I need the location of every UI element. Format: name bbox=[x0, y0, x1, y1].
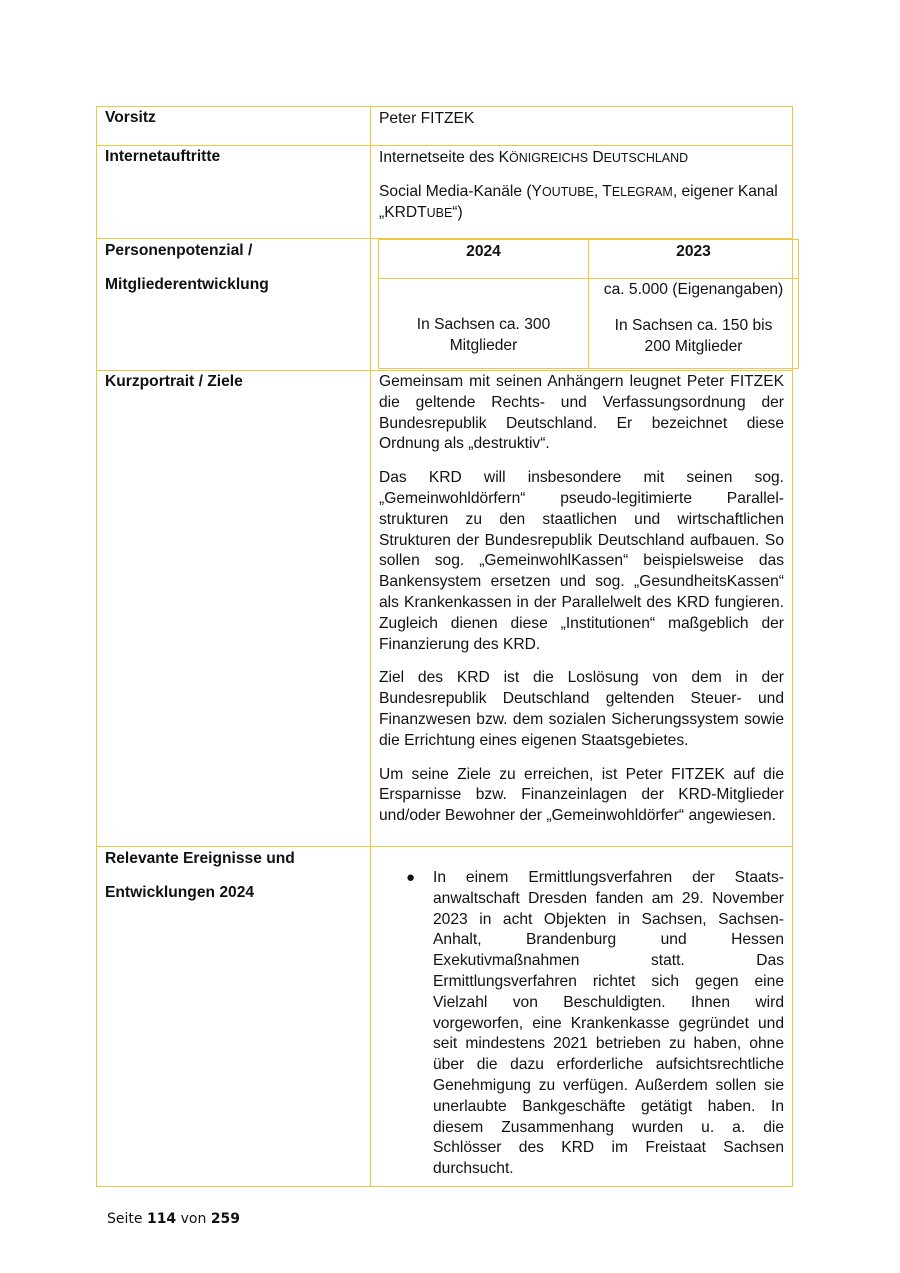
website-line: Internetseite des KÖNIGREICHS DEUTSCHLAND bbox=[379, 149, 689, 166]
social-media-line: Social Media-Kanäle (YOUTUBE, TELEGRAM, eigener Kanal „KRDTUBE“) bbox=[379, 182, 778, 221]
row-label bbox=[97, 107, 371, 146]
kurzportrait-paragraph: Um seine Ziele zu erreichen, ist Peter FITZEK auf die Ersparnisse bzw. Finanzeinlagen der KRD-Mitglieder und/oder Bewohner der „Gemeinwohldörfer“ angewiesen. bbox=[379, 765, 784, 825]
members-2024-cell bbox=[379, 279, 589, 369]
table-row-internet bbox=[97, 146, 793, 239]
personen-label-line2: Mitgliederentwicklung bbox=[105, 275, 269, 293]
info-table bbox=[96, 106, 793, 1187]
kurzportrait-paragraph: Gemeinsam mit seinen Anhängern leugnet Peter FITZEK die geltende Rechts- und Verfassungsordnung der Bundesrepublik Deutschland. Er bezeichnet diese Ordnung als „destruktiv“. bbox=[379, 373, 784, 453]
footer-middle: von bbox=[176, 1211, 211, 1227]
personen-label-line1: Personenpotenzial / bbox=[105, 242, 253, 259]
members-value-row bbox=[379, 279, 799, 369]
row-content bbox=[371, 107, 793, 146]
members-2023-total: ca. 5.000 (Eigenangaben) bbox=[603, 281, 784, 298]
year-2023-header: 2023 bbox=[589, 240, 799, 279]
row-content bbox=[371, 146, 793, 239]
members-table bbox=[378, 239, 799, 369]
table-row-vorsitz bbox=[97, 107, 793, 146]
row-content bbox=[371, 239, 793, 371]
row-label bbox=[97, 239, 371, 371]
bullet-icon: ● bbox=[406, 869, 416, 886]
row-content bbox=[371, 371, 793, 847]
table-row-personen bbox=[97, 239, 793, 371]
internet-label: Internetauftritte bbox=[105, 148, 221, 165]
table-row-kurzportrait bbox=[97, 371, 793, 847]
kurzportrait-paragraph: Das KRD will insbesondere mit seinen sog. „Gemeinwohldörfern“ pseudo-legitimierte Parallel-strukturen zu den staatlichen und wirtschaftlichen Strukturen der Bundesrepublik Deutschland aufbauen. So sollen sog. „GemeinwohlKassen“ beispielsweise das Bankensystem ersetzen und sog. „GesundheitsKassen“ als Krankenkassen in der Parallelwelt des KRD fungieren. Zugleich dienen diese „Institutionen“ maßgeblich der Finanzierung des KRD. bbox=[379, 469, 784, 653]
row-label bbox=[97, 847, 371, 1187]
row-label bbox=[97, 146, 371, 239]
page-footer bbox=[107, 1211, 240, 1227]
members-2024-value: In Sachsen ca. 300 Mitglieder bbox=[416, 316, 551, 354]
table-row-ereignisse bbox=[97, 847, 793, 1187]
members-header-row bbox=[379, 240, 799, 279]
ereignisse-label-line1: Relevante Ereignisse und bbox=[105, 850, 295, 867]
page-number: 114 bbox=[146, 1211, 177, 1227]
vorsitz-label: Vorsitz bbox=[105, 109, 156, 126]
ereignis-text: In einem Ermittlungsverfahren der Staats-anwaltschaft Dresden fanden am 29. November 2023 in acht Objekten in Sachsen, Sachsen-Anhalt, Brandenburg und Hessen Exekutivmaßnahmen statt. Das Ermittlungsverfahren richtet sich gegen eine Vielzahl von Beschuldigten. Ihnen wird vorgeworfen, eine Krankenkasse gegründet und seit mindestens 2021 betrieben zu haben, ohne über die dazu erforderliche aufsichtsrechtliche Genehmigung zu verfügen. Außerdem sollen sie unerlaubte Bankgeschäfte getätigt haben. In diesem Zusammenhang wurden u. a. die Schlösser des KRD im Freistaat Sachsen durchsucht. bbox=[433, 869, 784, 1178]
year-2024-header: 2024 bbox=[379, 240, 589, 279]
list-item bbox=[406, 868, 784, 1180]
row-label bbox=[97, 371, 371, 847]
footer-prefix: Seite bbox=[107, 1211, 147, 1227]
members-2023-cell bbox=[589, 279, 799, 369]
members-2023-sachsen: In Sachsen ca. 150 bis 200 Mitglieder bbox=[614, 316, 773, 355]
row-content bbox=[371, 847, 793, 1187]
kurzportrait-label: Kurzportrait / Ziele bbox=[105, 373, 243, 390]
ereignisse-list bbox=[379, 868, 784, 1180]
ereignisse-label-line2: Entwicklungen 2024 bbox=[105, 883, 255, 901]
vorsitz-value: Peter FITZEK bbox=[379, 110, 475, 127]
page-total: 259 bbox=[210, 1211, 241, 1227]
kurzportrait-paragraph: Ziel des KRD ist die Loslösung von dem in der Bundesrepublik Deutschland geltenden Steuer- und Finanzwesen bzw. dem sozialen Sicherungssystem sowie die Errichtung eines eigenen Staatsgebietes. bbox=[379, 669, 784, 749]
